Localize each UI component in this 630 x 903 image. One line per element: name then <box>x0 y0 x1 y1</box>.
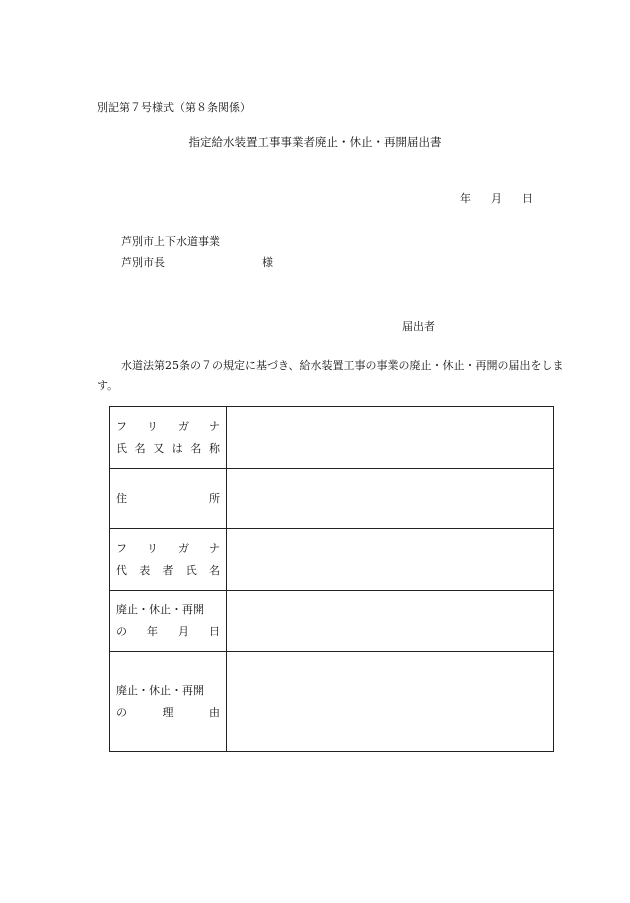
label-char: 月 <box>178 625 189 638</box>
label-char: リ <box>147 419 158 433</box>
label-line <box>116 680 220 702</box>
label-char: 又 <box>153 441 165 455</box>
label-char: 名 <box>134 441 146 455</box>
table-row-label <box>110 529 227 591</box>
label-char: 代 <box>116 563 127 577</box>
label-char: 由 <box>209 705 220 719</box>
label-char: 理 <box>162 705 174 719</box>
label-char: 氏 <box>116 441 127 455</box>
label-line <box>116 621 220 643</box>
label-line <box>116 599 220 621</box>
table-row-value[interactable] <box>227 407 554 469</box>
label-char: 者 <box>162 563 174 577</box>
table-row <box>110 407 554 469</box>
date-line <box>460 190 533 206</box>
table-row <box>110 652 554 752</box>
label-char: リ <box>147 541 158 555</box>
table-row <box>110 469 554 529</box>
label-char: ガ <box>178 419 189 433</box>
date-month: 月 <box>491 192 502 205</box>
table-row-label <box>110 469 227 529</box>
label-line <box>116 416 220 438</box>
table-row-value[interactable] <box>227 529 554 591</box>
label-char: ガ <box>178 541 189 555</box>
label-char: ナ <box>209 419 220 433</box>
label-char: フ <box>116 541 127 555</box>
label-char: の <box>116 705 127 719</box>
label-char: は <box>171 441 183 455</box>
label-line <box>116 702 220 724</box>
label-char: フ <box>116 419 127 433</box>
notifier-label: 届出者 <box>402 320 435 333</box>
label-char: 廃止・休止・再開 <box>116 683 204 697</box>
addressee-honorific: 様 <box>262 256 273 269</box>
date-day: 日 <box>522 192 533 205</box>
label-line <box>116 488 220 510</box>
label-line <box>116 538 220 560</box>
table-row-value[interactable] <box>227 652 554 752</box>
label-char: 氏 <box>185 563 197 577</box>
table-row-label <box>110 652 227 752</box>
label-char: ナ <box>209 541 220 555</box>
document-title: 指定給水装置工事事業者廃止・休止・再開届出書 <box>188 135 442 149</box>
table-row-value[interactable] <box>227 469 554 529</box>
table-row <box>110 591 554 652</box>
form-number: 別記第７号様式（第８条関係） <box>97 101 251 114</box>
addressee-mayor: 芦別市長 <box>121 256 165 269</box>
label-char: 年 <box>147 625 158 638</box>
label-char: 所 <box>209 491 220 505</box>
label-char: の <box>116 625 127 638</box>
info-table <box>109 406 554 752</box>
label-line <box>116 560 220 582</box>
label-char: 表 <box>139 563 151 577</box>
label-char: 廃止・休止・再開 <box>116 603 204 616</box>
label-line <box>116 438 220 460</box>
label-char: 日 <box>209 625 220 638</box>
table-row-value[interactable] <box>227 591 554 652</box>
table-row <box>110 529 554 591</box>
body-text: 水道法第25条の７の規定に基づき、給水装置工事の事業の廃止・休止・再開の届出をします。 <box>97 359 564 392</box>
label-char: 住 <box>116 491 127 505</box>
label-char: 名 <box>209 563 220 577</box>
table-row-label <box>110 591 227 652</box>
table-row-label <box>110 407 227 469</box>
label-char: 名 <box>190 441 202 455</box>
date-year: 年 <box>460 192 471 205</box>
label-char: 称 <box>208 441 220 455</box>
addressee-organization: 芦別市上下水道事業 <box>121 235 220 248</box>
